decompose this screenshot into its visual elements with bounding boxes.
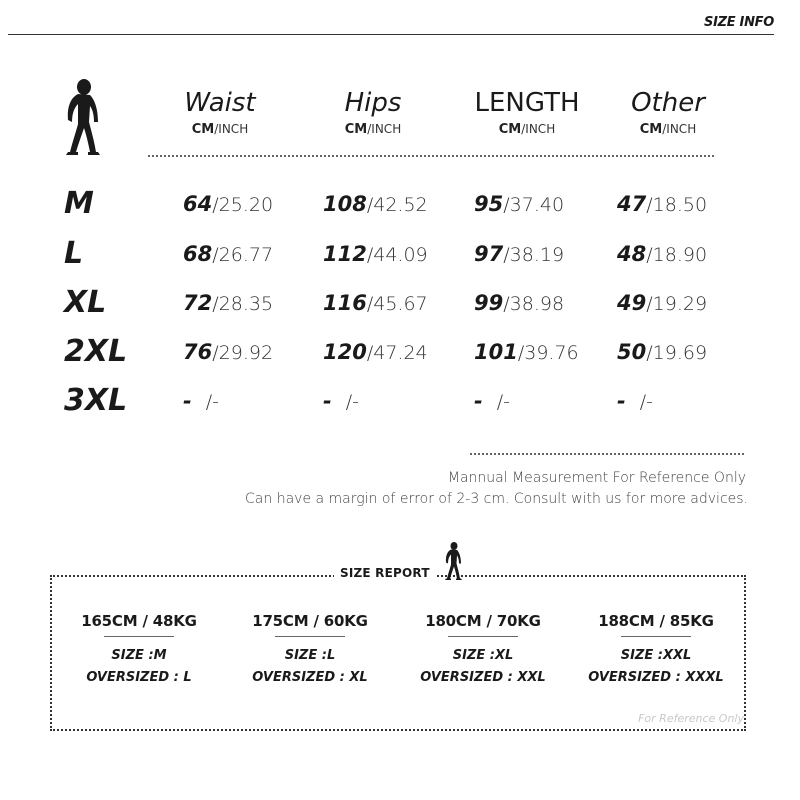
- entry-divider: [104, 636, 174, 637]
- oversized-size: OVERSIZED : L: [86, 670, 192, 685]
- column-unit: [293, 122, 453, 137]
- value-cm: 97: [474, 242, 504, 266]
- recommended-size: SIZE :L: [284, 648, 336, 663]
- value-cm: 47: [617, 192, 647, 216]
- value-inch: /-: [345, 391, 359, 413]
- measurement-cell: [323, 334, 428, 371]
- measurement-cell: [474, 236, 564, 273]
- value-cm: -: [183, 389, 192, 413]
- value-inch: /-: [639, 391, 653, 413]
- recommended-size: SIZE :XL: [452, 648, 514, 663]
- value-inch: /38.19: [503, 244, 565, 266]
- note-line-2: Can have a margin of error of 2-3 cm. Consult with us for more advices.: [245, 491, 748, 507]
- measurement-cell: [617, 383, 653, 420]
- measurement-cell: [617, 186, 707, 223]
- size-label: M: [64, 186, 94, 221]
- height-weight: 175CM / 60KG: [252, 612, 368, 630]
- height-weight: 188CM / 85KG: [598, 612, 714, 630]
- column-unit: [447, 122, 607, 137]
- value-cm: 108: [323, 192, 367, 216]
- measurement-cell: [183, 236, 273, 273]
- value-inch: /44.09: [366, 244, 428, 266]
- value-inch: /-: [205, 391, 219, 413]
- unit-inch: /INCH: [214, 122, 249, 136]
- value-inch: /42.52: [366, 194, 428, 216]
- measurement-cell: [323, 186, 428, 223]
- measurement-cell: [183, 383, 219, 420]
- size-label: 2XL: [64, 334, 128, 369]
- value-inch: /26.77: [212, 244, 274, 266]
- value-inch: /39.76: [517, 342, 579, 364]
- measurement-cell: [183, 186, 273, 223]
- measurement-cell: [617, 236, 707, 273]
- height-weight: 180CM / 70KG: [425, 612, 541, 630]
- size-report-title: [334, 566, 436, 580]
- recommended-size: SIZE :M: [111, 648, 167, 663]
- value-cm: 50: [617, 340, 647, 364]
- entry-divider: [448, 636, 518, 637]
- column-header-2: [447, 86, 607, 137]
- value-inch: /45.67: [366, 293, 428, 315]
- height-weight: 165CM / 48KG: [81, 612, 197, 630]
- notes-divider-dotted: [470, 453, 744, 455]
- size-report-entry: [398, 612, 568, 689]
- value-cm: -: [474, 389, 483, 413]
- note-line-1: Mannual Measurement For Reference Only: [447, 470, 746, 486]
- measurement-cell: [474, 383, 510, 420]
- oversized-size: OVERSIZED : XXL: [420, 670, 546, 685]
- entry-divider: [621, 636, 691, 637]
- column-header-0: [140, 86, 300, 137]
- unit-cm: CM: [639, 122, 663, 137]
- size-label: XL: [64, 285, 107, 320]
- value-inch: /19.29: [646, 293, 708, 315]
- value-inch: /19.69: [646, 342, 708, 364]
- value-inch: /18.90: [646, 244, 708, 266]
- measurement-cell: [183, 334, 273, 371]
- measurement-cell: [183, 285, 273, 322]
- measurement-cell: [617, 285, 707, 322]
- column-name: Hips: [344, 88, 402, 118]
- measurement-cell: [323, 383, 359, 420]
- page-title: SIZE INFO: [704, 15, 774, 30]
- column-header-1: [293, 86, 453, 137]
- size-report-entry: [225, 612, 395, 689]
- column-name: Other: [631, 88, 705, 118]
- size-label: L: [64, 236, 84, 271]
- value-inch: /18.50: [646, 194, 708, 216]
- measurement-cell: [474, 186, 564, 223]
- value-inch: /29.92: [212, 342, 274, 364]
- header-divider: [8, 34, 774, 35]
- value-inch: /38.98: [503, 293, 565, 315]
- column-unit: [140, 122, 300, 137]
- value-cm: 64: [183, 192, 213, 216]
- value-cm: 95: [474, 192, 504, 216]
- value-inch: /25.20: [212, 194, 274, 216]
- measurement-cell: [474, 334, 579, 371]
- value-cm: 101: [474, 340, 518, 364]
- value-inch: /47.24: [366, 342, 428, 364]
- measurement-cell: [474, 285, 564, 322]
- oversized-size: OVERSIZED : XXXL: [588, 670, 724, 685]
- entry-divider: [275, 636, 345, 637]
- value-cm: 99: [474, 291, 504, 315]
- value-cm: 68: [183, 242, 213, 266]
- measurement-cell: [617, 334, 707, 371]
- value-cm: -: [323, 389, 332, 413]
- unit-inch: /INCH: [521, 122, 556, 136]
- column-name: LENGTH: [474, 88, 580, 118]
- size-label: 3XL: [64, 383, 128, 418]
- value-cm: 48: [617, 242, 647, 266]
- column-unit: [588, 122, 748, 137]
- measurement-cell: [323, 236, 428, 273]
- value-cm: 49: [617, 291, 647, 315]
- column-name: Waist: [184, 88, 256, 118]
- value-cm: 72: [183, 291, 213, 315]
- oversized-size: OVERSIZED : XL: [252, 670, 368, 685]
- unit-cm: CM: [344, 122, 368, 137]
- size-report-entry: [571, 612, 741, 689]
- unit-inch: /INCH: [367, 122, 402, 136]
- ape-figure-icon: [442, 541, 464, 581]
- value-cm: 112: [323, 242, 367, 266]
- size-report-title-text: SIZE REPORT: [340, 566, 430, 580]
- size-report-entry: [54, 612, 224, 689]
- value-inch: /-: [496, 391, 510, 413]
- unit-cm: CM: [191, 122, 215, 137]
- value-cm: -: [617, 389, 626, 413]
- reference-only-note: For Reference Only: [638, 712, 744, 725]
- value-inch: /37.40: [503, 194, 565, 216]
- unit-inch: /INCH: [662, 122, 697, 136]
- recommended-size: SIZE :XXL: [620, 648, 692, 663]
- ape-figure-icon: [60, 78, 104, 156]
- value-cm: 116: [323, 291, 367, 315]
- value-cm: 76: [183, 340, 213, 364]
- value-cm: 120: [323, 340, 367, 364]
- value-inch: /28.35: [212, 293, 274, 315]
- column-header-3: [588, 86, 748, 137]
- unit-cm: CM: [498, 122, 522, 137]
- header-divider-dotted: [148, 155, 714, 157]
- measurement-cell: [323, 285, 428, 322]
